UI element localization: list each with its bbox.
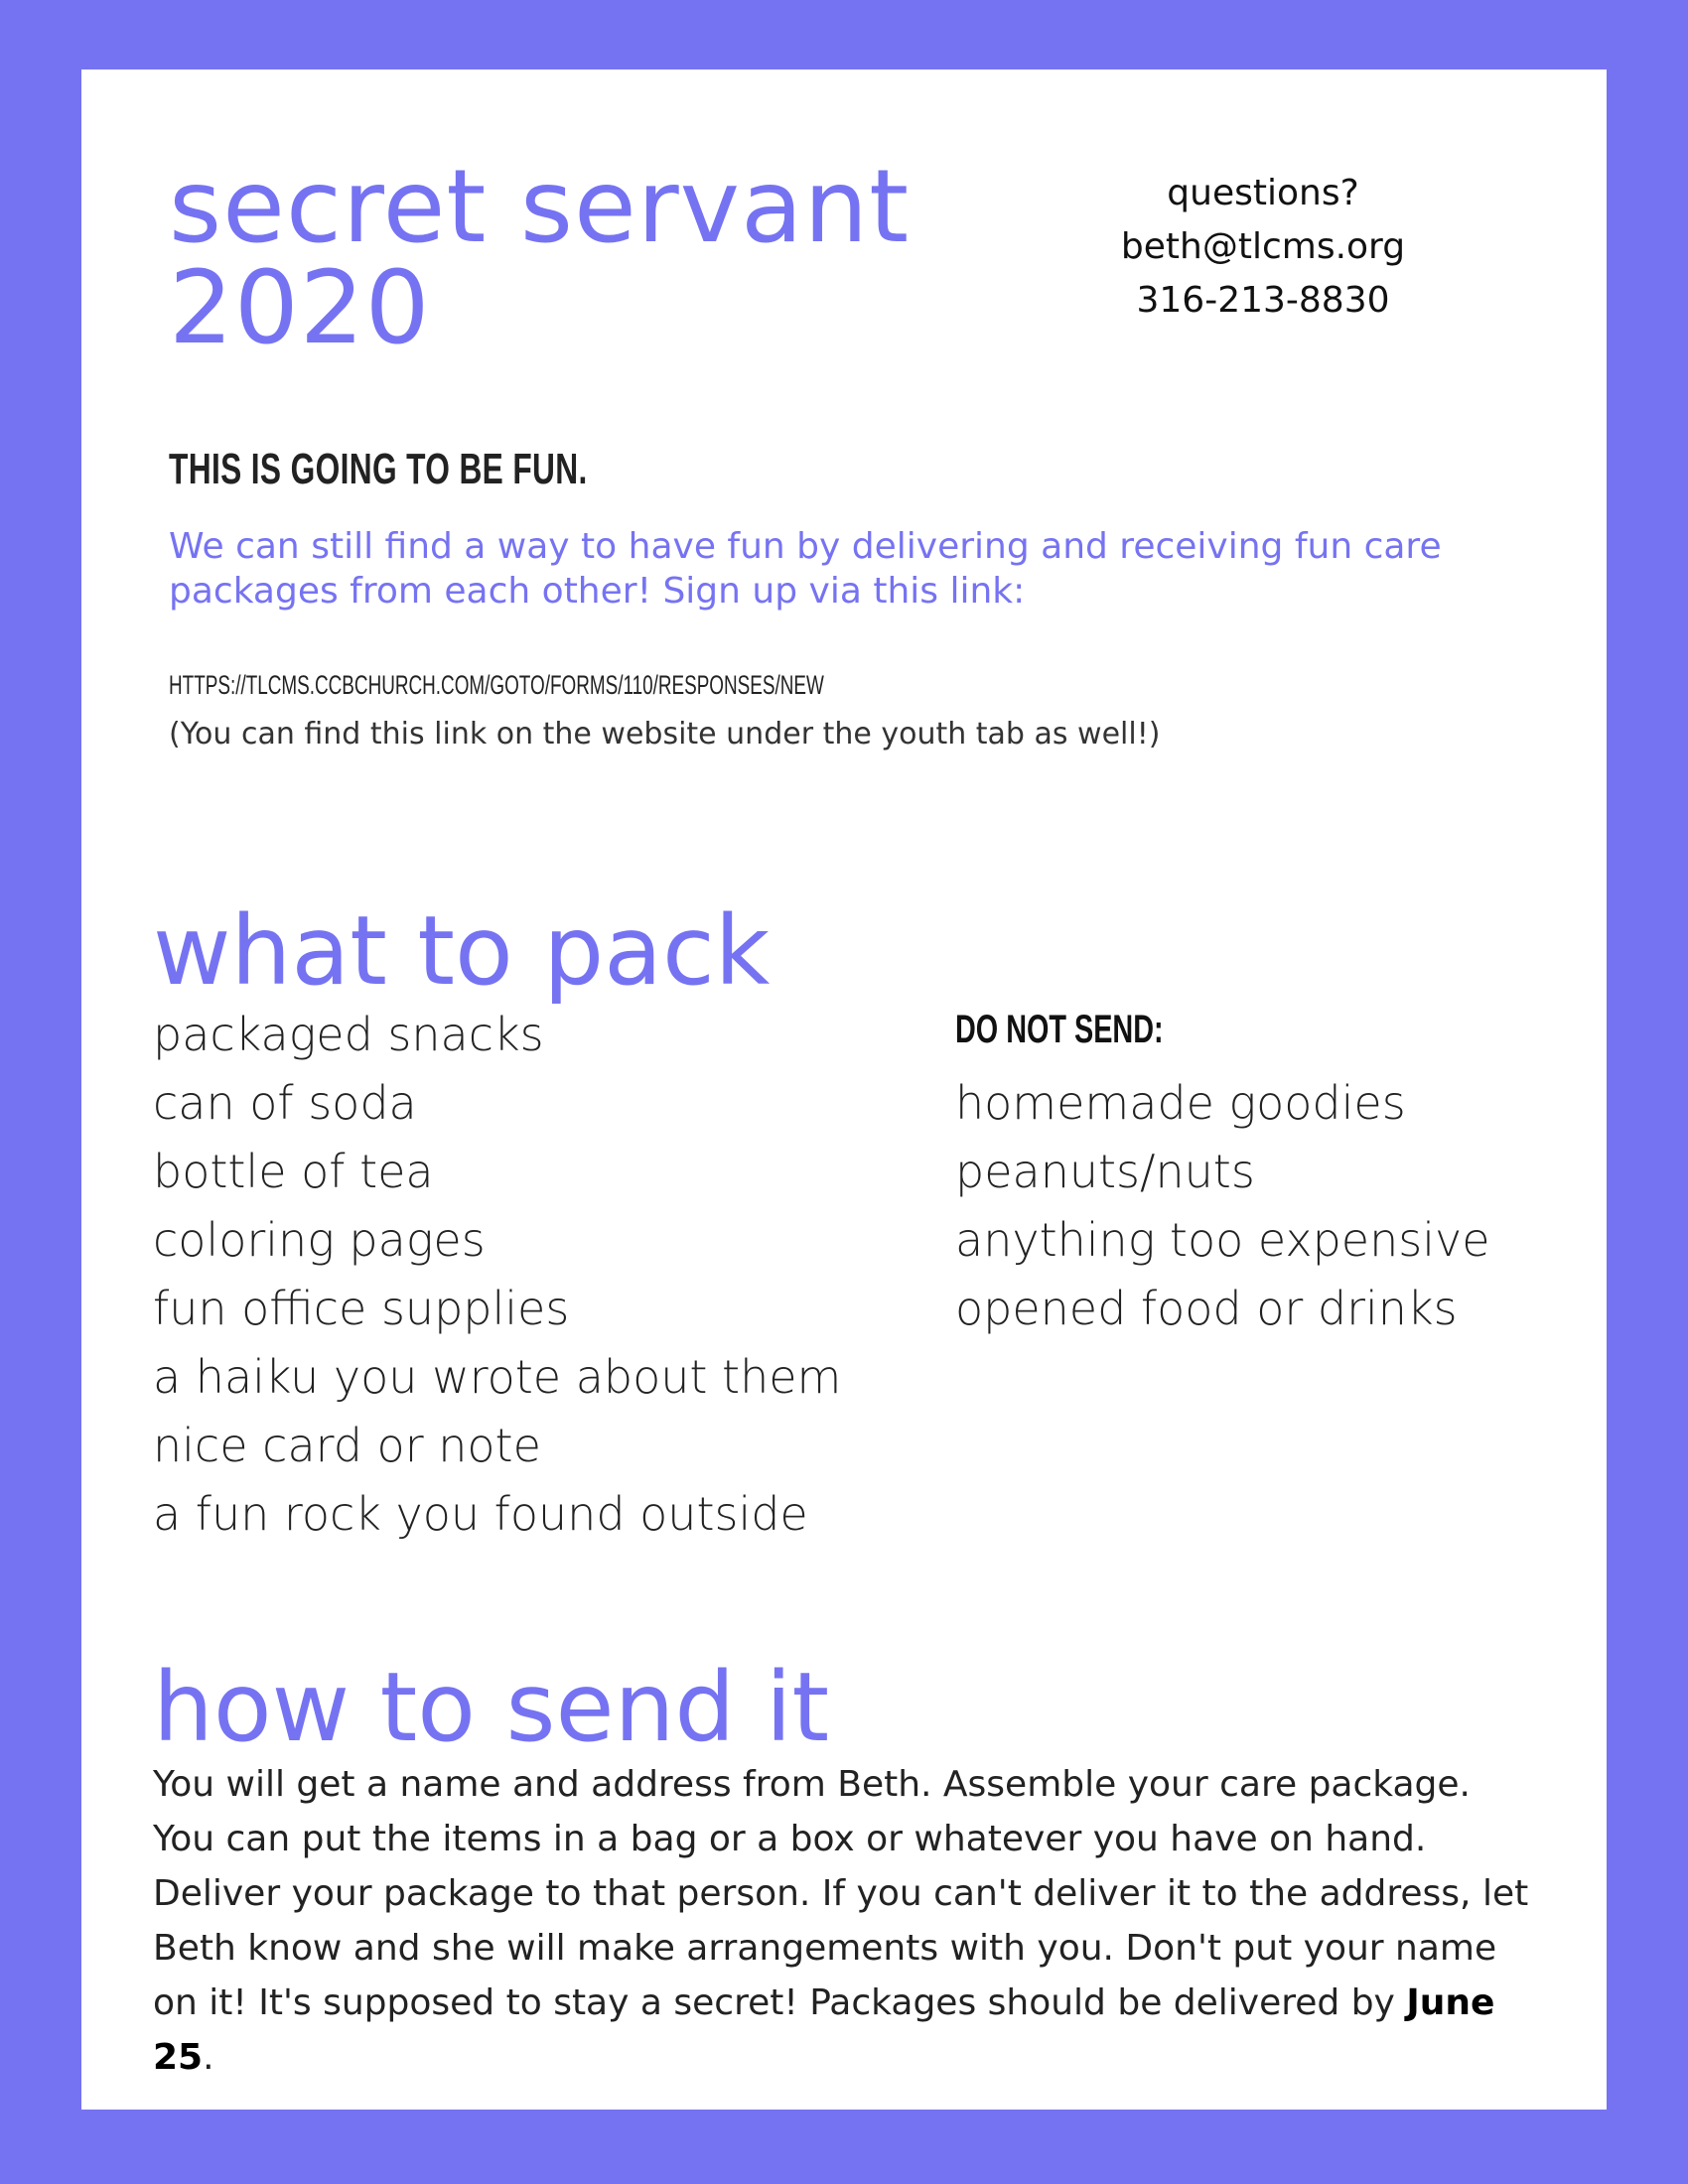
title-line-2: 2020 [169,249,431,367]
contact-email: beth@tlcms.org [1120,226,1406,267]
intro-heading: THIS IS GOING TO BE FUN. [169,445,588,493]
contact-phone: 316-213-8830 [1136,280,1390,321]
pack-item: can of soda [153,1076,417,1130]
pack-list [153,1001,841,1549]
deadline-date: June 25 [153,1982,1495,2078]
intro-paragraph: We can still find a way to have fun by delivering and receiving fun care packages from each other! Sign up via this link: [169,526,1442,612]
how-to-send-paragraph [153,1757,1543,2085]
pack-item: nice card or note [153,1419,541,1472]
how-to-send-heading: how to send it [153,1652,830,1763]
pack-item: fun office supplies [153,1282,570,1335]
do-not-send-item: anything too expensive [955,1213,1490,1267]
title-line-1: secret servant [169,148,911,266]
do-not-send-item: peanuts/nuts [955,1145,1255,1198]
pack-item: coloring pages [153,1213,486,1267]
pack-item: packaged snacks [153,1008,544,1061]
flyer-page [81,69,1607,2110]
pack-item: a fun rock you found outside [153,1487,808,1541]
signup-link[interactable]: HTTPS://TLCMS.CCBCHURCH.COM/GOTO/FORMS/110/RESPONSES/NEW [169,670,824,700]
deadline-punctuation: . [203,2037,214,2078]
contact-block [1094,167,1432,328]
pack-item: a haiku you wrote about them [153,1350,842,1404]
contact-label: questions? [1167,173,1359,213]
pack-item: bottle of tea [153,1145,434,1198]
how-to-send-text: You will get a name and address from Beth. Assemble your care package. You can put the items in a bag or a box or whatever you have on hand. Deliver your package to that person. If you can't deliver it to the address, let Beth know and she will make arrangements with you. Don't put your name on it! It's supposed to stay a secret! Packages should be delivered by [153,1764,1529,2023]
page-title [169,148,911,367]
do-not-send-item: homemade goodies [955,1076,1406,1130]
do-not-send-item: opened food or drinks [955,1282,1458,1335]
do-not-send-heading: DO NOT SEND: [955,1008,1164,1051]
do-not-send-list [955,1069,1490,1343]
what-to-pack-heading: what to pack [153,895,771,1007]
link-note: (You can find this link on the website under the youth tab as well!) [169,717,1161,751]
